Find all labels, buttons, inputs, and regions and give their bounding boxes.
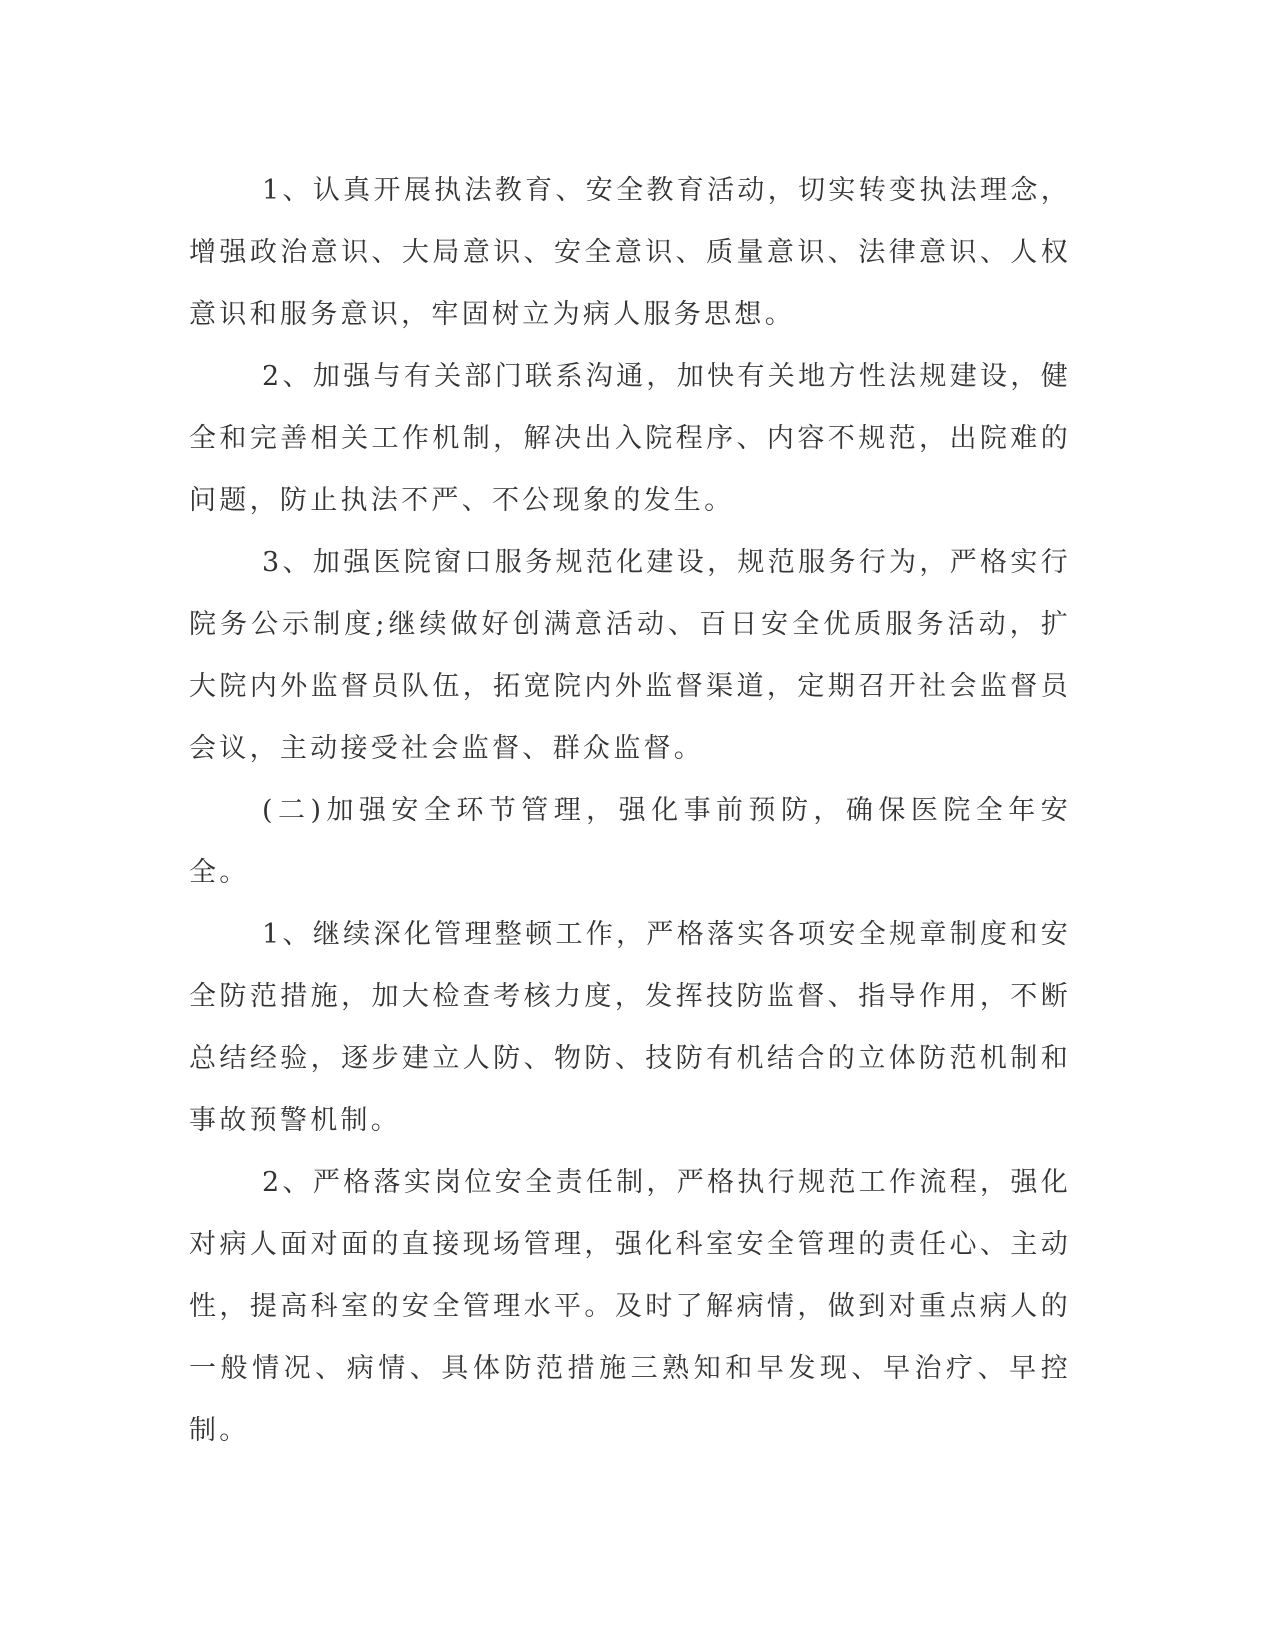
paragraph-4: 1、继续深化管理整顿工作，严格落实各项安全规章制度和安全防范措施，加大检查考核力度，发挥技防监督、指导作用，不断总结经验，逐步建立人防、物防、技防有机结合的立体防范机制和事故预警机制。 bbox=[189, 919, 1071, 1136]
section-heading: (二)加强安全环节管理，强化事前预防，确保医院全年安全。 bbox=[189, 795, 1071, 888]
paragraph-3: 3、加强医院窗口服务规范化建设，规范服务行为，严格实行院务公示制度;继续做好创满意活动、百日安全优质服务活动，扩大院内外监督员队伍，拓宽院内外监督渠道，定期召开社会监督员会议，主动接受社会监督、群众监督。 bbox=[189, 547, 1071, 764]
paragraph-1: 1、认真开展执法教育、安全教育活动，切实转变执法理念，增强政治意识、大局意识、安全意识、质量意识、法律意识、人权意识和服务意识，牢固树立为病人服务思想。 bbox=[189, 175, 1071, 330]
document-body bbox=[189, 160, 1071, 1462]
paragraph-5: 2、严格落实岗位安全责任制，严格执行规范工作流程，强化对病人面对面的直接现场管理，强化科室安全管理的责任心、主动性，提高科室的安全管理水平。及时了解病情，做到对重点病人的一般情况、病情、具体防范措施三熟知和早发现、早治疗、早控制。 bbox=[189, 1167, 1071, 1446]
paragraph-2: 2、加强与有关部门联系沟通，加快有关地方性法规建设，健全和完善相关工作机制，解决出入院程序、内容不规范，出院难的问题，防止执法不严、不公现象的发生。 bbox=[189, 361, 1071, 516]
